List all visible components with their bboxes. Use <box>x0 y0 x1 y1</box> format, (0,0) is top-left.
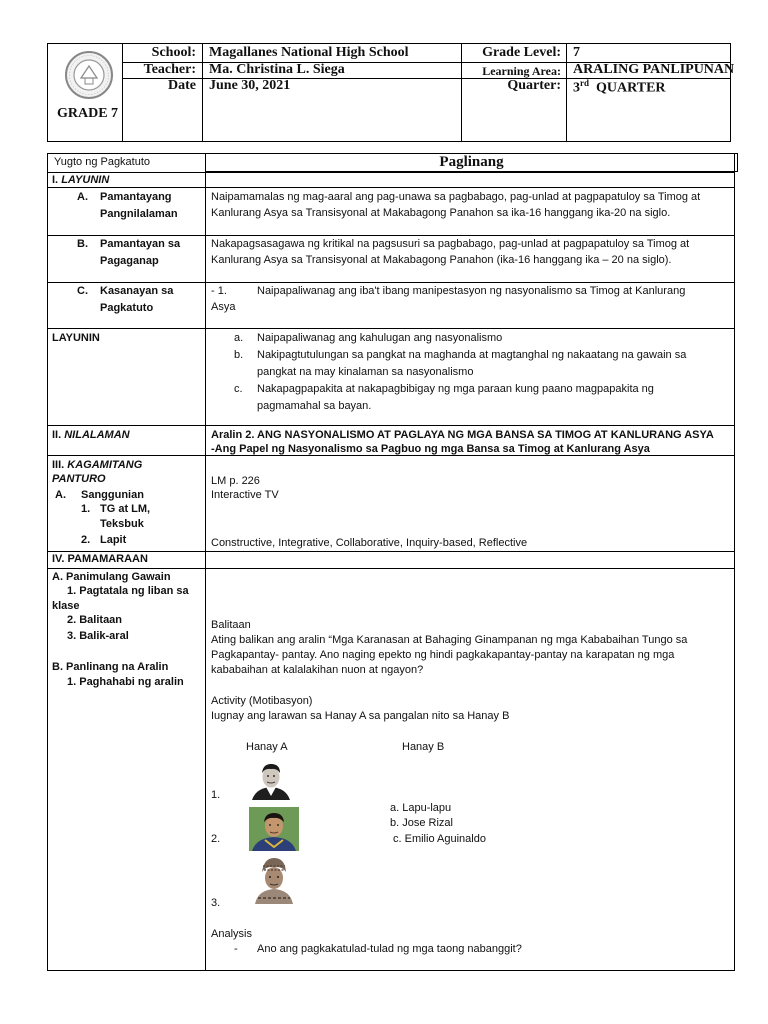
balitaan-item: 2. Balitaan <box>67 614 123 626</box>
pagtatala-line1: 1. Pagtatala ng liban sa <box>67 585 189 597</box>
objective-c-letter: c. <box>234 383 243 395</box>
activity-text: Iugnay ang larawan sa Hanay A sa pangalan nito sa Hanay B <box>211 710 510 722</box>
school-label: School: <box>151 45 196 60</box>
lapit-label: Lapit <box>100 534 127 546</box>
row-c-number: - 1. <box>211 285 227 297</box>
row-b-label-line1: Pamantayan sa <box>100 238 181 250</box>
teacher-name: Ma. Christina L. Siega <box>209 62 345 77</box>
stage-column-header: Yugto ng Pagkatuto <box>54 156 151 168</box>
choice-a: a. Lapu-lapu <box>390 802 452 814</box>
pamamaraan-heading: IV. PAMAMARAAN <box>52 553 148 565</box>
panimulang-gawain: A. Panimulang Gawain <box>52 571 171 583</box>
row-b-text-line1: Nakapagsasagawa ng kritikal na pagsusuri sa pagbabago, pag-unlad at pagpapatuloy sa Timog at <box>211 238 690 250</box>
kagamitang-heading-line1: III. KAGAMITANG <box>52 459 143 471</box>
tg-label-line2: Teksbuk <box>100 518 144 530</box>
item-number-3: 3. <box>211 897 221 909</box>
row-b-label-line2: Pagaganap <box>100 255 159 267</box>
item-number-1: 1. <box>211 789 221 801</box>
kagamitang-heading-line2: PANTURO <box>52 473 106 485</box>
date-value: June 30, 2021 <box>209 78 291 93</box>
row-a-text-line1: Naipamamalas ng mag-aaral ang pag-unawa sa pagbabago, pag-unlad at pagpapatuloy sa Timog at <box>211 191 701 203</box>
interactive-tv: Interactive TV <box>211 489 279 501</box>
analysis-dash: - <box>234 943 238 955</box>
learning-area-value: ARALING PANLIPUNAN <box>573 62 735 77</box>
balitaan-text-line3: kababaihan at kalalakihan nuon at ngayon? <box>211 664 424 676</box>
objective-c-line1: Nakapagpapakita at nakapagbibigay ng mga paraan kung paano magpapakita ng <box>257 383 654 395</box>
objective-c-line2: pagmamahal sa bayan. <box>257 400 372 412</box>
portrait-3-image <box>252 854 296 904</box>
nilalaman-heading: II. NILALAMAN <box>52 429 130 441</box>
row-b-letter: B. <box>77 238 88 250</box>
lm-reference: LM p. 226 <box>211 475 260 487</box>
portrait-1-image <box>250 760 292 800</box>
deped-seal-icon <box>64 48 114 102</box>
balitaan-text-line1: Ating balikan ang aralin “Mga Karanasan at Bahaging Ginampanan ng mga Kababaihan Tungo sa <box>211 634 688 646</box>
objective-b-letter: b. <box>234 349 244 361</box>
teacher-label: Teacher: <box>143 62 196 77</box>
paglinang-column-header: Paglinang <box>439 154 504 170</box>
row-c-text-line1: Naipapaliwanag ang iba't ibang manipestasyon ng nasyonalismo sa Timog at Kanlurang <box>257 285 686 297</box>
tg-label-line1: TG at LM, <box>100 503 151 515</box>
approach-text: Constructive, Integrative, Collaborative, Inquiry-based, Reflective <box>211 537 528 549</box>
balitaan-heading: Balitaan <box>211 619 251 631</box>
row-a-letter: A. <box>77 191 88 203</box>
layunin-heading: I. LAYUNIN <box>52 174 110 186</box>
lapit-number: 2. <box>81 534 91 546</box>
hanay-a-label: Hanay A <box>246 741 288 753</box>
quarter-label: Quarter: <box>507 78 561 93</box>
nilalaman-text-line2: -Ang Papel ng Nasyonalismo sa Pagbuo ng mga Bansa sa Timog at Kanlurang Asya <box>211 443 650 455</box>
sanggunian-label: Sanggunian <box>81 489 144 501</box>
item-number-2: 2. <box>211 833 221 845</box>
pagtatala-line2: klase <box>52 600 80 612</box>
balitaan-text-line2: Pagkapantay- pantay. Ano naging epekto ng hindi pagkakapantay-pantay na karapatan ng mga <box>211 649 675 661</box>
analysis-heading: Analysis <box>211 928 252 940</box>
choice-c: c. Emilio Aguinaldo <box>393 833 486 845</box>
layunin-label: LAYUNIN <box>52 332 100 344</box>
learning-area-label: Learning Area: <box>482 64 561 78</box>
row-c-label-line1: Kasanayan sa <box>100 285 174 297</box>
row-c-label-line2: Pagkatuto <box>100 302 154 314</box>
sanggunian-letter: A. <box>55 489 66 501</box>
grade-level-value: 7 <box>573 45 580 60</box>
hanay-b-label: Hanay B <box>402 741 445 753</box>
objective-b-line2: pangkat na may kinalaman sa nasyonalismo <box>257 366 474 378</box>
tg-number: 1. <box>81 503 91 515</box>
row-a-label-line1: Pamantayang <box>100 191 172 203</box>
paghahabi-item: 1. Paghahabi ng aralin <box>67 676 184 688</box>
row-a-label-line2: Pangnilalaman <box>100 208 178 220</box>
grade-level-label: Grade Level: <box>482 45 561 60</box>
school-name: Magallanes National High School <box>209 45 409 60</box>
lesson-table <box>47 153 735 971</box>
row-c-letter: C. <box>77 285 88 297</box>
objective-a-letter: a. <box>234 332 244 344</box>
choice-b: b. Jose Rizal <box>390 817 453 829</box>
analysis-question: Ano ang pagkakatulad-tulad ng mga taong nabanggit? <box>257 943 522 955</box>
date-label: Date <box>168 78 196 93</box>
objective-b-line1: Nakipagtutulungan sa pangkat na maghanda at magtanghal ng nakaatang na gawain sa <box>257 349 687 361</box>
quarter-value: 3rd QUARTER <box>573 78 666 96</box>
panlinang-heading: B. Panlinang na Aralin <box>52 661 169 673</box>
row-b-text-line2: Kanlurang Asya sa Transisyonal at Makabagong Panahon (ika-16 hanggang ika – 20 na siglo). <box>211 254 672 266</box>
activity-heading: Activity (Motibasyon) <box>211 695 313 707</box>
nilalaman-text-line1: Aralin 2. ANG NASYONALISMO AT PAGLAYA NG MGA BANSA SA TIMOG AT KANLURANG ASYA <box>211 429 714 441</box>
row-c-text-line2: Asya <box>211 301 236 313</box>
balik-aral-item: 3. Balik-aral <box>67 630 129 642</box>
portrait-2-image <box>249 807 299 851</box>
objective-a: Naipapaliwanag ang kahulugan ang nasyonalismo <box>257 332 503 344</box>
row-a-text-line2: Kanlurang Asya sa Transisyonal at Makabagong Panahon sa ika-16 hanggang ika-20 na siglo. <box>211 207 671 219</box>
grade-badge: GRADE 7 <box>57 106 119 121</box>
